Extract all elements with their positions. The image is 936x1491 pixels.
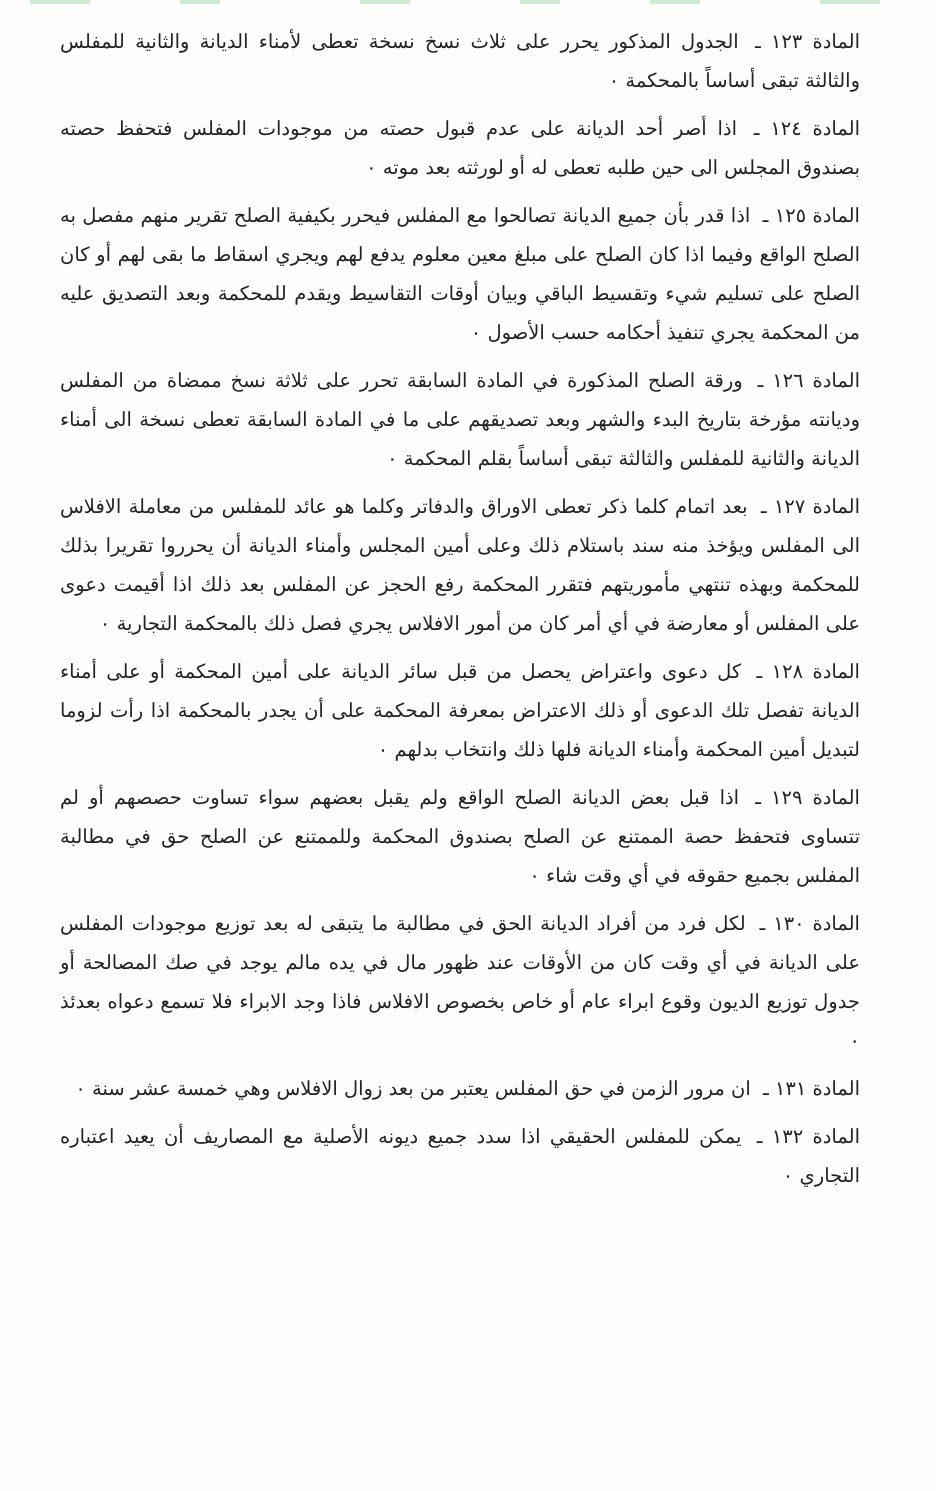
- article-129: [60, 778, 860, 895]
- article-132: [60, 1117, 860, 1195]
- article-heading: المادة ١٢٧ ـ: [760, 495, 860, 518]
- article-text: اذا أصر أحد الديانة على عدم قبول حصته من موجودات المفلس فتحفظ حصته بصندوق المجلس الى حين طلبه تعطى له أو لورثته بعد موته ٠: [60, 117, 860, 179]
- article-127: [60, 487, 860, 643]
- article-128: [60, 652, 860, 769]
- article-text: الجدول المذكور يحرر على ثلاث نسخ نسخة تعطى لأمناء الديانة والثانية للمفلس والثالثة تبقى أساساً بالمحكمة ٠: [60, 30, 860, 92]
- article-heading: المادة ١٢٥ ـ: [762, 204, 860, 227]
- article-heading: المادة ١٣١ ـ: [762, 1077, 860, 1100]
- article-text: بعد اتمام كلما ذكر تعطى الاوراق والدفاتر وكلما هو عائد للمفلس من معاملة الافلاس الى المفلس ويؤخذ منه سند باستلام ذلك وعلى أمين المجلس وأمناء الديانة أن يحرروا تقريرا بذلك للمحكمة وبهذه تنتهي مأموريتهم فتقرر المحكمة رفع الحجز عن المفلس بعد ذلك اذا أقيمت دعوى على المفلس أو معارضة في أي أمر كان من أمور الافلاس يجري فصل ذلك بالمحكمة التجارية ٠: [60, 495, 860, 635]
- article-123: [60, 22, 860, 100]
- article-heading: المادة ١٣٢ ـ: [756, 1125, 860, 1148]
- article-131: [60, 1069, 860, 1108]
- article-heading: المادة ١٢٦ ـ: [757, 369, 860, 392]
- article-text: لكل فرد من أفراد الديانة الحق في مطالبة ما يتبقى له بعد توزيع موجودات المفلس على الديانة في أي وقت كان من الأوقات عند ظهور مال في يده مالم يوجد في صك المصالحة أو جدول توزيع الديون وقوع ابراء عام أو خاص بخصوص الافلاس فاذا وجد الابراء فلا تسمع دعواه بعدئذ ٠: [60, 912, 860, 1052]
- article-126: [60, 361, 860, 478]
- article-text: اذا قبل بعض الديانة الصلح الواقع ولم يقبل بعضهم سواء تساوت حصصهم أو لم تتساوى فتحفظ حصة الممتنع عن الصلح بصندوق المحكمة وللممتنع عن الصلح حق في مطالبة المفلس بجميع حقوقه في أي وقت شاء ٠: [60, 786, 860, 887]
- document-body: [60, 22, 860, 1204]
- article-125: [60, 196, 860, 352]
- article-124: [60, 109, 860, 187]
- article-heading: المادة ١٢٩ ـ: [755, 786, 860, 809]
- article-130: [60, 904, 860, 1060]
- article-text: يمكن للمفلس الحقيقي اذا سدد جميع ديونه الأصلية مع المصاريف أن يعيد اعتباره التجاري ٠: [60, 1125, 860, 1187]
- top-edge-marks: [0, 0, 936, 10]
- article-text: ان مرور الزمن في حق المفلس يعتبر من بعد زوال الافلاس وهي خمسة عشر سنة ٠: [75, 1077, 751, 1100]
- article-text: كل دعوى واعتراض يحصل من قبل سائر الديانة على أمين المحكمة أو على أمناء الديانة تفصل تلك الدعوى أو ذلك الاعتراض بمعرفة المحكمة على أن يجدر بالمحكمة اذا رأت لزوما لتبديل أمين المحكمة وأمناء الديانة فلها ذلك وانتخاب بدلهم ٠: [60, 660, 860, 761]
- article-heading: المادة ١٢٣ ـ: [754, 30, 860, 53]
- article-text: ورقة الصلح المذكورة في المادة السابقة تحرر على ثلاثة نسخ ممضاة من المفلس وديانته مؤرخة بتاريخ البدء والشهر وبعد تصديقهم على ما في المادة السابقة تعطى نسخة الى أمناء الديانة والثانية للمفلس والثالثة تبقى أساساً بقلم المحكمة ٠: [60, 369, 860, 470]
- article-text: اذا قدر بأن جميع الديانة تصالحوا مع المفلس فيحرر بكيفية الصلح تقرير منهم مفصل به الصلح الواقع وفيما اذا كان الصلح على مبلغ معين معلوم يدفع لهم ويجري اسقاط ما بقى لهم أو كان الصلح على تسليم شيء وتقسيط الباقي وبيان أوقات التقاسيط ويقدم للمحكمة وبعد التصديق عليه من المحكمة يجري تنفيذ أحكامه حسب الأصول ٠: [60, 204, 860, 344]
- article-heading: المادة ١٢٤ ـ: [753, 117, 860, 140]
- article-heading: المادة ١٣٠ ـ: [759, 912, 860, 935]
- article-heading: المادة ١٢٨ ـ: [756, 660, 860, 683]
